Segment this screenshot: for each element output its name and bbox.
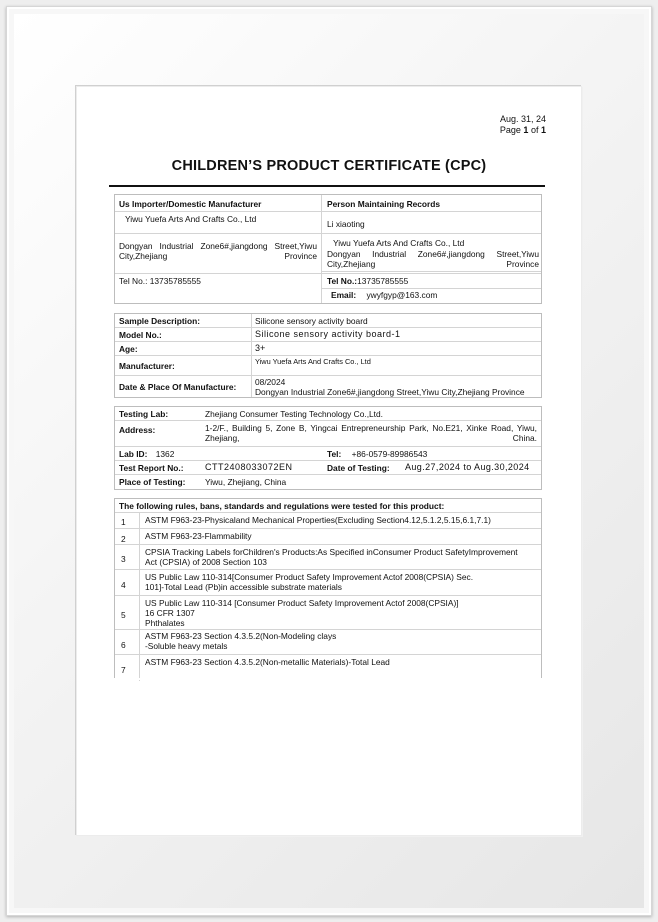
parties-box: [114, 194, 542, 304]
page-number: 1: [523, 125, 529, 135]
rule-2-number: 2: [121, 534, 126, 544]
rule-5-line-1: US Public Law 110-314 [Consumer Product Safety Improvement Actof 2008(CPSIA)]: [145, 598, 459, 608]
rule-6-number: 6: [121, 640, 126, 650]
date-place-label: Date & Place Of Manufacture:: [119, 382, 237, 392]
report-label: Test Report No.:: [119, 463, 184, 473]
lab-tel-label: Tel:: [327, 449, 342, 459]
product-box: [114, 313, 542, 398]
manufacture-date: 08/2024: [255, 377, 286, 387]
testing-date-label: Date of Testing:: [327, 463, 390, 473]
lab-id-label: Lab ID:: [119, 449, 148, 459]
importer-tel: Tel No.: 13735785555: [119, 276, 201, 286]
records-tel-value: 13735785555: [357, 276, 409, 286]
rule-4-line-2: 101]-Total Lead (Pb)in accessible substrate materials: [145, 582, 342, 592]
address-label: Address:: [119, 425, 156, 435]
lab-tel-value: +86-0579-89986543: [351, 449, 428, 459]
rule-3-number: 3: [121, 554, 126, 564]
records-email-label: Email:: [331, 290, 357, 300]
report-value: CTT2408033072EN: [205, 462, 293, 472]
testing-date-value: Aug.27,2024 to Aug.30,2024: [405, 462, 530, 472]
records-email: [331, 290, 437, 300]
testing-place-value: Yiwu, Zhejiang, China: [205, 477, 287, 487]
rule-6-line-1: ASTM F963-23 Section 4.3.5.2(Non-Modeling clays: [145, 631, 337, 641]
manufacturer-label: Manufacturer:: [119, 361, 175, 371]
records-heading: Person Maintaining Records: [327, 199, 441, 209]
importer-name: Yiwu Yuefa Arts And Crafts Co., Ltd: [125, 214, 257, 224]
rule-3-line-2: Act (CPSIA) of 2008 Section 103: [145, 557, 267, 567]
rule-7-number: 7: [121, 665, 126, 675]
testing-lab-value: Zhejiang Consumer Testing Technology Co.,Ltd.: [205, 409, 383, 419]
age-value: 3+: [255, 343, 266, 353]
address-value: 1-2/F., Building 5, Zone B, Yingcai Entrepreneurship Park, No.E21, Xinke Road, Yiwu, Zhejiang, China.: [205, 423, 537, 443]
issue-date: Aug. 31, 24: [499, 114, 546, 124]
rule-7-text: ASTM F963-23 Section 4.3.5.2(Non-metallic Materials)-Total Lead: [145, 657, 390, 667]
rule-1-text: ASTM F963-23-Physicaland Mechanical Properties(Excluding Section4.12,5.1.2,5.15,6.1,7.1): [145, 515, 491, 525]
rules-box: [114, 498, 542, 680]
importer-address: Dongyan Industrial Zone6#,jiangdong Street,Yiwu City,Zhejiang Province: [119, 241, 317, 261]
records-tel-label: Tel No.:: [327, 276, 358, 286]
page-indicator: [500, 125, 546, 135]
certificate-document: [76, 86, 582, 836]
rule-5-line-2: 16 CFR 1307: [145, 608, 195, 618]
model-value: Silicone sensory activity board-1: [255, 329, 401, 339]
document-cutoff: [114, 678, 542, 680]
lab-tel: [327, 449, 427, 459]
rule-2-text: ASTM F963-23-Flammability: [145, 531, 252, 541]
rule-6-line-2: -Soluble heavy metals: [145, 641, 228, 651]
testing-place-label: Place of Testing:: [119, 477, 186, 487]
rule-4-number: 4: [121, 580, 126, 590]
importer-heading: Us Importer/Domestic Manufacturer: [119, 199, 262, 209]
manufacturer-value: Yiwu Yuefa Arts And Crafts Co., Ltd: [255, 357, 371, 366]
records-person: Li xiaoting: [327, 219, 365, 229]
rule-3-line-1: CPSIA Tracking Labels forChildren's Products:As Specified inConsumer Product SafetyImprovement: [145, 547, 518, 557]
records-email-value: ywyfgyp@163.com: [366, 290, 438, 300]
title-rule: [109, 185, 545, 187]
sample-label: Sample Description:: [119, 316, 200, 326]
manufacture-place: Dongyan Industrial Zone6#,jiangdong Street,Yiwu City,Zhejiang Province: [255, 387, 525, 397]
lab-box: [114, 406, 542, 490]
rule-1-number: 1: [121, 517, 126, 527]
page-total: 1: [540, 125, 546, 135]
age-label: Age:: [119, 344, 138, 354]
lab-id: [119, 449, 174, 459]
certificate-mat: [76, 86, 582, 836]
rule-4-line-1: US Public Law 110-314[Consumer Product Safety Improvement Actof 2008(CPSIA) Sec.: [145, 572, 474, 582]
records-tel: [327, 276, 408, 286]
lab-id-value: 1362: [155, 449, 175, 459]
records-address: Dongyan Industrial Zone6#,jiangdong Street,Yiwu City,Zhejiang Province: [327, 249, 539, 269]
rule-5-number: 5: [121, 610, 126, 620]
page-title: CHILDREN’S PRODUCT CERTIFICATE (CPC): [171, 158, 487, 174]
records-company: Yiwu Yuefa Arts And Crafts Co., Ltd: [333, 238, 465, 248]
model-label: Model No.:: [119, 330, 162, 340]
page-label: Page: [499, 125, 521, 135]
sample-value: Silicone sensory activity board: [255, 316, 368, 326]
testing-lab-label: Testing Lab:: [119, 409, 169, 419]
rule-5-line-3: Phthalates: [145, 618, 185, 628]
page-of: of: [530, 125, 539, 135]
rules-heading: The following rules, bans, standards and regulations were tested for this product:: [119, 501, 445, 511]
